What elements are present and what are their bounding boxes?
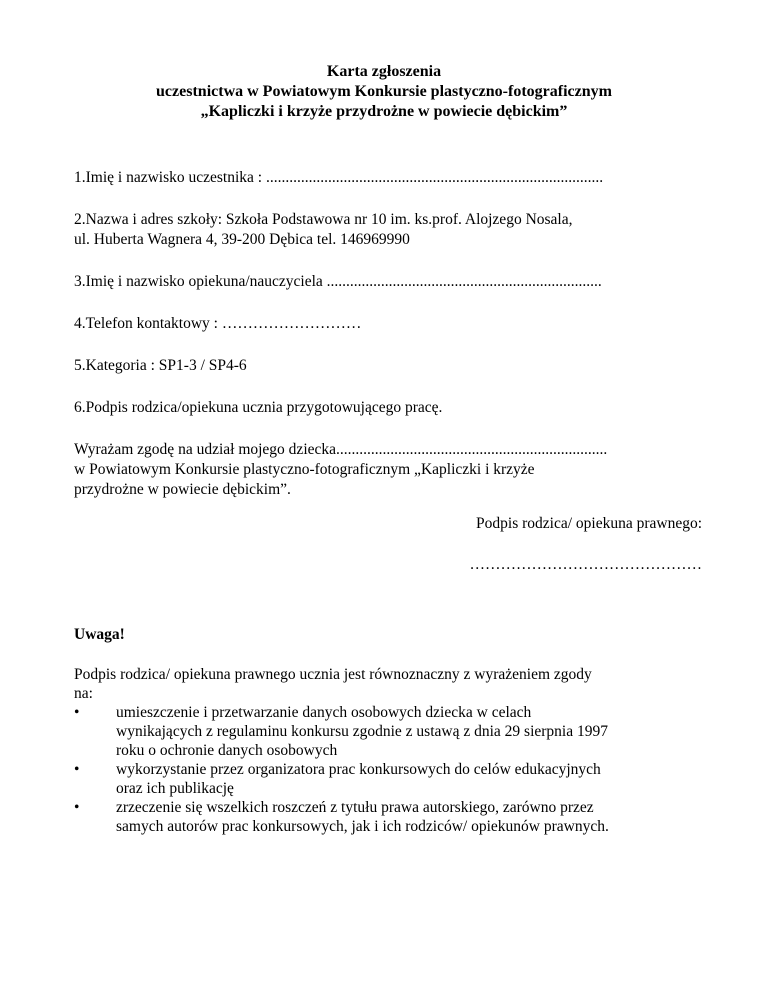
- field-parent-signature: 6.Podpis rodzica/opiekuna ucznia przygotowującego pracę.: [74, 399, 443, 416]
- bullet-1-line-1: umieszczenie i przetwarzanie danych osobowych dziecka w celach: [116, 704, 532, 721]
- title-line-1: Karta zgłoszenia: [326, 63, 442, 80]
- bullet-marker: •: [74, 761, 80, 778]
- note-intro: [74, 665, 704, 703]
- consent-statement: [74, 440, 704, 500]
- bullet-2-line-2: oraz ich publikację: [116, 780, 234, 797]
- field-category: 5.Kategoria : SP1-3 / SP4-6: [74, 357, 247, 374]
- form-title: [0, 62, 768, 122]
- field-school: [74, 210, 704, 250]
- document-page: [74, 62, 704, 836]
- note-intro-line-2: na:: [74, 685, 93, 702]
- note-bullet-list: [74, 703, 704, 836]
- title-line-3: „Kapliczki i krzyże przydrożne w powiecie dębickim”: [200, 103, 568, 120]
- field-guardian-name: 3.Imię i nazwisko opiekuna/nauczyciela .......................................................................: [74, 273, 602, 290]
- bullet-3-line-1: zrzeczenie się wszelkich roszczeń z tytułu prawa autorskiego, zarówno przez: [116, 799, 594, 816]
- list-item: [74, 798, 704, 836]
- signature-line: ………………………………………: [469, 556, 702, 573]
- note-heading: Uwaga!: [74, 626, 125, 643]
- field-phone: 4.Telefon kontaktowy : ………………………: [74, 315, 362, 332]
- school-line-2: ul. Huberta Wagnera 4, 39-200 Dębica tel. 146969990: [74, 231, 410, 248]
- list-item: [74, 760, 704, 798]
- bullet-2-line-1: wykorzystanie przez organizatora prac konkursowych do celów edukacyjnych: [116, 761, 601, 778]
- note-intro-line-1: Podpis rodzica/ opiekuna prawnego ucznia jest równoznaczny z wyrażeniem zgody: [74, 666, 592, 683]
- consent-line-1: Wyrażam zgodę na udział mojego dziecka......................................................................: [74, 441, 608, 458]
- list-item: [74, 703, 704, 760]
- title-line-2: uczestnictwa w Powiatowym Konkursie plastyczno-fotograficznym: [156, 83, 612, 100]
- signature-label: Podpis rodzica/ opiekuna prawnego:: [476, 515, 702, 532]
- consent-line-3: przydrożne w powiecie dębickim”.: [74, 481, 291, 498]
- bullet-marker: •: [74, 704, 80, 721]
- bullet-1-line-3: roku o ochronie danych osobowych: [116, 742, 338, 759]
- field-participant-name: 1.Imię i nazwisko uczestnika : .......................................................................................: [74, 169, 604, 186]
- bullet-3-line-2: samych autorów prac konkursowych, jak i ich rodziców/ opiekunów prawnych.: [116, 818, 609, 835]
- school-line-1: 2.Nazwa i adres szkoły: Szkoła Podstawowa nr 10 im. ks.prof. Alojzego Nosala,: [74, 211, 573, 228]
- bullet-1-line-2: wynikających z regulaminu konkursu zgodnie z ustawą z dnia 29 sierpnia 1997: [116, 723, 608, 740]
- bullet-marker: •: [74, 799, 80, 816]
- consent-line-2: w Powiatowym Konkursie plastyczno-fotograficznym „Kapliczki i krzyże: [74, 461, 535, 478]
